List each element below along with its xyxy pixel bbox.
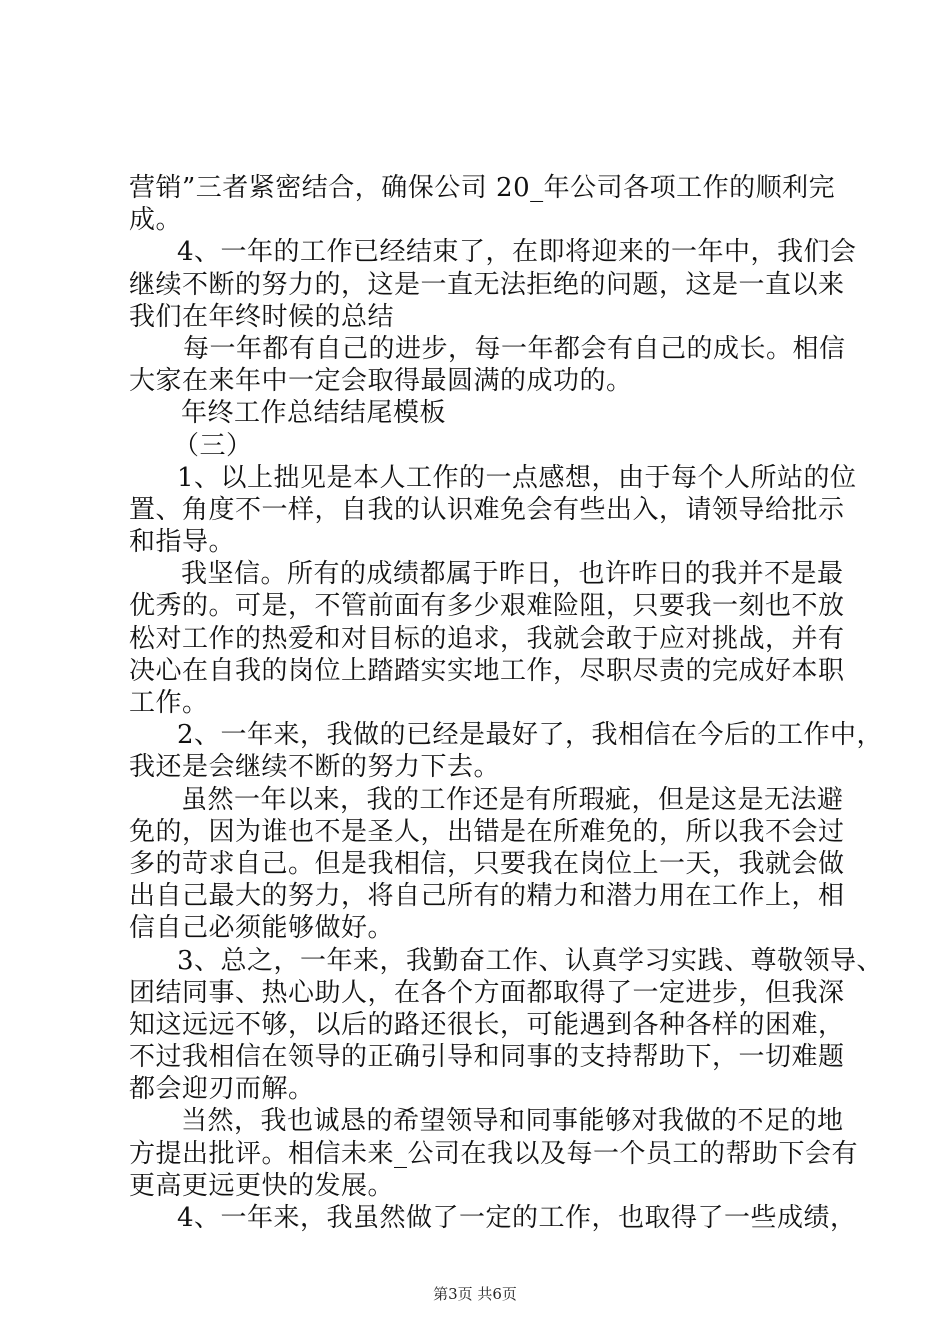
document-body [129, 172, 884, 1234]
text-line: 优秀的。可是，不管前面有多少艰难险阻，只要我一刻也不放 [129, 591, 845, 622]
text-line: 都会迎刃而解。 [129, 1074, 315, 1105]
text-line: 4、一年来，我虽然做了一定的工作，也取得了一些成绩， [177, 1203, 857, 1233]
text-line: 我们在年终时候的总结 [129, 301, 395, 332]
text-line: 多的苛求自己。但是我相信，只要我在岗位上一天，我就会做 [129, 848, 845, 879]
text-line: 信自己必须能够做好。 [129, 913, 395, 944]
text-line: 不过我相信在领导的正确引导和同事的支持帮助下，一切难题 [129, 1042, 845, 1073]
text-line: 1、以上拙见是本人工作的一点感想，由于每个人所站的位 [177, 462, 857, 493]
text-line: 2、一年来，我做的已经是最好了，我相信在今后的工作中， [177, 720, 884, 751]
text-line: 3、总之，一年来，我勤奋工作、认真学习实践、尊敬领导、 [177, 945, 884, 976]
text-line: 知这远远不够，以后的路还很长，可能遇到各种各样的困难， [129, 1009, 845, 1040]
text-line: 年终工作总结结尾模板 [181, 398, 447, 429]
text-line: 工作。 [129, 688, 209, 718]
text-line: 继续不断的努力的，这是一直无法拒绝的问题，这是一直以来 [129, 269, 845, 300]
text-line: 每一年都有自己的进步，每一年都会有自己的成长。相信 [183, 333, 846, 364]
text-line: 更高更远更快的发展。 [129, 1170, 395, 1201]
text-line: 和指导。 [129, 527, 236, 558]
text-line: 置、角度不一样，自我的认识难免会有些出入，请领导给批示 [129, 494, 845, 525]
text-line: 我还是会继续不断的努力下去。 [129, 752, 501, 783]
text-line: 虽然一年以来，我的工作还是有所瑕疵，但是这是无法避 [181, 784, 844, 815]
text-line: 出自己最大的努力，将自己所有的精力和潜力用在工作上，相 [129, 881, 845, 912]
text-line: 松对工作的热爱和对目标的追求，我就会敢于应对挑战，并有 [129, 623, 845, 654]
text-line: 营销”三者紧密结合，确保公司 20_年公司各项工作的顺利完 [129, 173, 836, 203]
text-line: 免的，因为谁也不是圣人，出错是在所难免的，所以我不会过 [129, 816, 845, 847]
text-line: 团结同事、热心助人，在各个方面都取得了一定进步，但我深 [129, 977, 845, 1008]
text-line: 我坚信。所有的成绩都属于昨日，也许昨日的我并不是最 [181, 559, 844, 590]
text-line: 成。 [129, 205, 183, 236]
text-line: 决心在自我的岗位上踏踏实实地工作，尽职尽责的完成好本职 [129, 655, 845, 686]
text-line: 方提出批评。相信未来_公司在我以及每一个员工的帮助下会有 [129, 1138, 859, 1169]
text-line: 大家在来年中一定会取得最圆满的成功的。 [129, 366, 633, 397]
text-line: 4、一年的工作已经结束了，在即将迎来的一年中，我们会 [177, 237, 857, 268]
page-footer: 第3页 共6页 [433, 1285, 517, 1303]
text-line: （三） [173, 430, 253, 461]
text-line: 当然，我也诚恳的希望领导和同事能够对我做的不足的地 [181, 1106, 844, 1137]
